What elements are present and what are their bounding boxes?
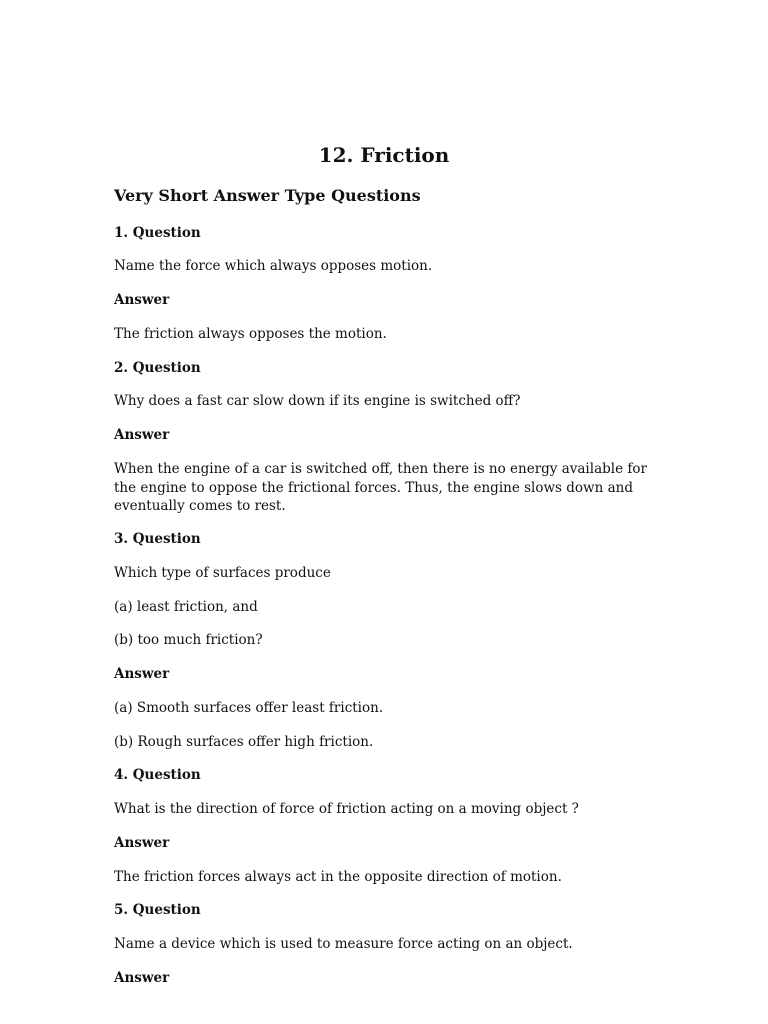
answer-4-label: Answer [114,835,170,851]
question-1-text: Name the force which always opposes motion. [114,258,433,274]
answer-2-label: Answer [114,427,170,443]
answer-2-text: When the engine of a car is switched off, then there is no energy available for the engine to oppose the frictional forces. Thus, the engine slows down and eventually comes to rest. [114,461,647,514]
question-4-label: 4. Question [114,767,201,783]
question-3-text: Which type of surfaces produce [114,565,331,581]
section-heading: Very Short Answer Type Questions [114,186,421,205]
answer-3-part-a: (a) Smooth surfaces offer least friction. [114,700,384,716]
question-3-option-a: (a) least friction, and [114,599,258,615]
question-5-label: 5. Question [114,902,201,918]
answer-3-label: Answer [114,666,170,682]
question-2-label: 2. Question [114,360,201,376]
question-4-text: What is the direction of force of friction acting on a moving object ? [114,801,579,817]
question-3-option-b: (b) too much friction? [114,632,263,648]
question-1-label: 1. Question [114,225,201,241]
answer-3-part-b: (b) Rough surfaces offer high friction. [114,734,374,750]
question-3-label: 3. Question [114,531,201,547]
question-2-text: Why does a fast car slow down if its engine is switched off? [114,393,521,409]
page-title: 12. Friction [318,143,450,167]
question-5-text: Name a device which is used to measure force acting on an object. [114,936,573,952]
answer-1-label: Answer [114,292,170,308]
answer-4-text: The friction forces always act in the opposite direction of motion. [114,869,562,885]
answer-1-text: The friction always opposes the motion. [114,326,387,342]
answer-5-label: Answer [114,970,170,986]
